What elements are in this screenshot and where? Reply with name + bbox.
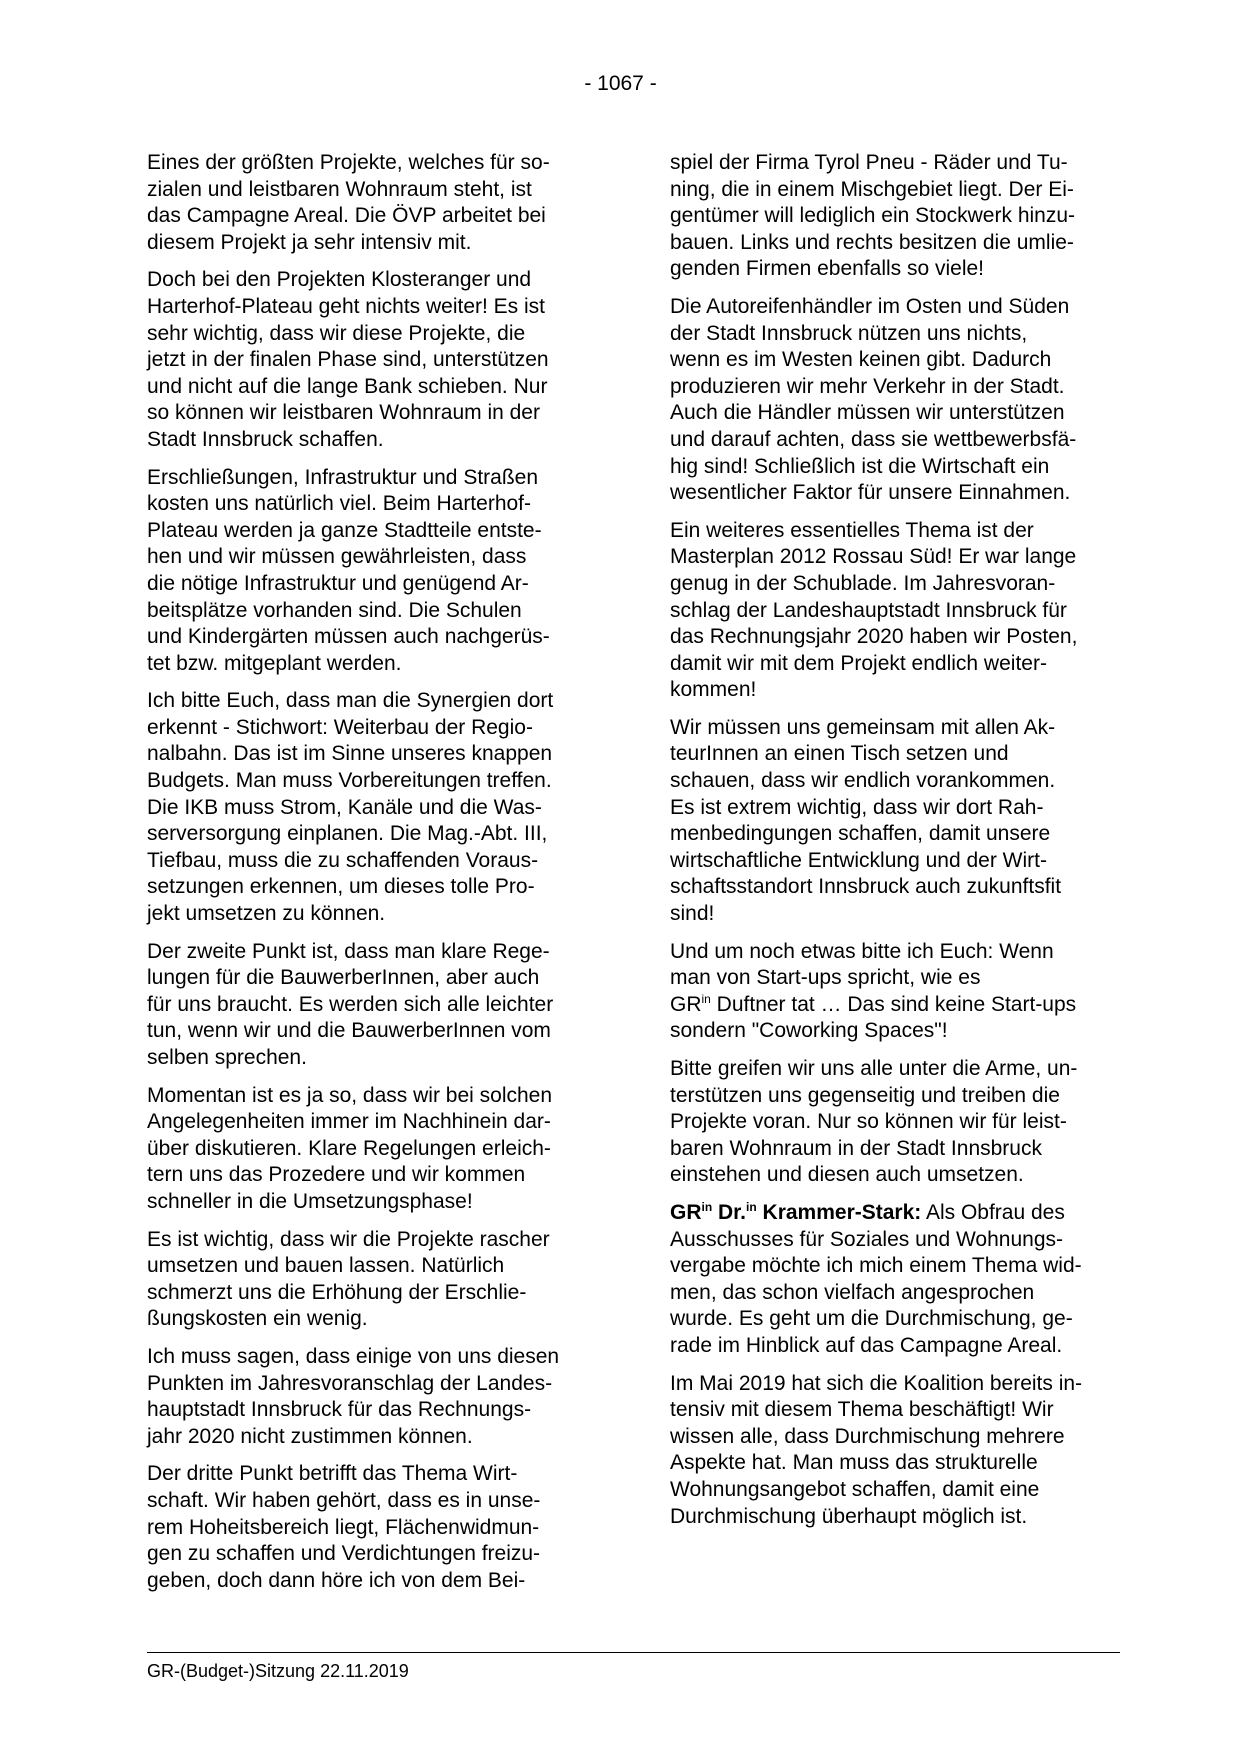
text-line: tern uns das Prozedere und wir kommen [147, 1163, 526, 1187]
speaker-paragraph [670, 1200, 1130, 1360]
text-line: jekt umsetzen zu können. [147, 902, 386, 926]
footer-session-label: GR-(Budget-)Sitzung 22.11.2019 [147, 1661, 409, 1681]
text-line: tet bzw. mitgeplant werden. [147, 651, 402, 675]
text-line: Der dritte Punkt betrifft das Thema Wirt- [147, 1462, 518, 1486]
text-line: schlag der Landeshauptstadt Innsbruck für [670, 598, 1067, 622]
text-line: Momentan ist es ja so, dass wir bei solchen [147, 1083, 553, 1107]
text-line: schauen, dass wir endlich vorankommen. [670, 769, 1056, 793]
text-line: der Stadt Innsbruck nützen uns nichts, [670, 321, 1028, 345]
text-line: einstehen und diesen auch umsetzen. [670, 1163, 1024, 1187]
speaker-surname: Krammer-Stark: [756, 1200, 922, 1224]
text-line: Und um noch etwas bitte ich Euch: Wenn [670, 939, 1054, 963]
text-line: Als Obfrau des [921, 1200, 1065, 1224]
paragraph [147, 1461, 602, 1594]
text-line: wesentlicher Faktor für unsere Einnahmen. [670, 481, 1071, 505]
speaker-lines [670, 1228, 1082, 1357]
text-line: sondern "Coworking Spaces"! [670, 1019, 948, 1043]
paragraph [670, 715, 1130, 928]
text-line: Aspekte hat. Man muss das strukturelle [670, 1451, 1038, 1475]
text-line: Masterplan 2012 Rossau Süd! Er war lange [670, 545, 1077, 569]
text-line: die nötige Infrastruktur und genügend Ar- [147, 571, 529, 595]
text-line: Plateau werden ja ganze Stadtteile entste- [147, 518, 542, 542]
speaker-degree: Dr. [712, 1200, 747, 1224]
text-line: Auch die Händler müssen wir unterstützen [670, 401, 1065, 425]
text-line: Ein weiteres essentielles Thema ist der [670, 518, 1034, 542]
text-line: man von Start-ups spricht, wie es [670, 966, 981, 990]
text-line: rade im Hinblick auf das Campagne Areal. [670, 1333, 1063, 1357]
text-line: gen zu schaffen und Verdichtungen freizu- [147, 1542, 541, 1566]
text-line: gentümer will lediglich ein Stockwerk hinzu- [670, 204, 1076, 228]
text-line: und Kindergärten müssen auch nachgerüs- [147, 625, 550, 649]
text-line: umsetzen und bauen lassen. Natürlich [147, 1254, 505, 1278]
text-line: tun, wenn wir und die BauwerberInnen vom [147, 1019, 551, 1043]
paragraph [670, 294, 1130, 507]
text-line: zialen und leistbaren Wohnraum steht, ist [147, 177, 532, 201]
text-line: Ausschusses für Soziales und Wohnungs- [670, 1227, 1063, 1251]
text-line: genden Firmen ebenfalls so viele! [670, 257, 985, 281]
text-line: produzieren wir mehr Verkehr in der Stadt. [670, 374, 1065, 398]
paragraph [670, 1056, 1130, 1189]
text-line: wurde. Es geht um die Durchmischung, ge- [670, 1307, 1073, 1331]
text-line: ßungskosten ein wenig. [147, 1307, 368, 1331]
text-line: schaftsstandort Innsbruck auch zukunftsfit [670, 875, 1062, 899]
text-line: Budgets. Man muss Vorbereitungen treffen. [147, 769, 552, 793]
text-line: wissen alle, dass Durchmischung mehrere [670, 1424, 1065, 1448]
text-line: vergabe möchte ich mich einem Thema wid- [670, 1254, 1082, 1278]
text-line: Erschließungen, Infrastruktur und Straßen [147, 465, 539, 489]
paragraph [147, 1083, 602, 1216]
text-line: Duftner tat … Das sind keine Start-ups [710, 992, 1077, 1016]
gr-abbrev: GR [670, 992, 702, 1016]
text-line: und darauf achten, dass sie wettbewerbsfä- [670, 427, 1077, 451]
text-line: beitsplätze vorhanden sind. Die Schulen [147, 598, 522, 622]
paragraph [670, 518, 1130, 704]
text-line: lungen für die BauwerberInnen, aber auch [147, 966, 540, 990]
text-line: selben sprechen. [147, 1046, 307, 1069]
arms-paragraph-slot [670, 1056, 1130, 1189]
text-line: über diskutieren. Klare Regelungen erleich- [147, 1136, 551, 1160]
text-line: Die IKB muss Strom, Kanäle und die Was- [147, 795, 542, 819]
text-line: Die Autoreifenhändler im Osten und Süden [670, 294, 1070, 318]
text-line: Es ist extrem wichtig, dass wir dort Rah- [670, 795, 1044, 819]
text-line: setzungen erkennen, um dieses tolle Pro- [147, 875, 535, 899]
text-line: sehr wichtig, dass wir diese Projekte, die [147, 321, 526, 345]
text-line: so können wir leistbaren Wohnraum in der [147, 401, 540, 425]
text-line: Es ist wichtig, dass wir die Projekte rascher [147, 1227, 550, 1251]
text-line: men, das schon vielfach angesprochen [670, 1280, 1035, 1304]
text-line: diesem Projekt ja sehr intensiv mit. [147, 230, 472, 254]
paragraph [147, 939, 602, 1072]
paragraph [670, 1371, 1130, 1531]
text-line: hauptstadt Innsbruck für das Rechnungs- [147, 1398, 532, 1422]
left-column [147, 150, 602, 1605]
text-line: Projekte voran. Nur so können wir für leist- [670, 1110, 1067, 1134]
text-line: terstützen uns gegenseitig und treiben die [670, 1083, 1060, 1107]
text-line: Angelegenheiten immer im Nachhinein dar- [147, 1110, 551, 1134]
text-line: Wohnungsangebot schaffen, damit eine [670, 1477, 1040, 1501]
text-line: für uns braucht. Es werden sich alle leichter [147, 992, 554, 1016]
paragraph [147, 688, 602, 927]
text-line: damit wir mit dem Projekt endlich weiter- [670, 651, 1047, 675]
text-line: hig sind! Schließlich ist die Wirtschaft ein [670, 454, 1050, 478]
text-line: Wir müssen uns gemeinsam mit allen Ak- [670, 715, 1056, 739]
text-line: Eines der größten Projekte, welches für so- [147, 151, 550, 174]
paragraph [147, 465, 602, 678]
text-line: Bitte greifen wir uns alle unter die Arme, un- [670, 1057, 1078, 1080]
paragraph [147, 1344, 602, 1450]
text-line: jetzt in der finalen Phase sind, unterstützen [147, 348, 549, 372]
text-line: wirtschaftliche Entwicklung und der Wirt- [670, 848, 1047, 872]
paragraph [147, 267, 602, 453]
text-line: spiel der Firma Tyrol Pneu - Räder und Tu- [670, 151, 1068, 174]
speaker-title: GR [670, 1200, 702, 1224]
paragraph [147, 1227, 602, 1333]
paragraph [670, 150, 1130, 283]
text-line: wenn es im Westen keinen gibt. Dadurch [670, 348, 1052, 372]
text-line: und nicht auf die lange Bank schieben. Nur [147, 374, 548, 398]
text-line: Punkten im Jahresvoranschlag der Landes- [147, 1371, 553, 1395]
text-line: Harterhof-Plateau geht nichts weiter! Es ist [147, 294, 546, 318]
right-column [670, 150, 1130, 1541]
text-line: menbedingungen schaffen, damit unsere [670, 822, 1051, 846]
text-line: genug in der Schublade. Im Jahresvoran- [670, 571, 1056, 595]
text-line: Stadt Innsbruck schaffen. [147, 427, 384, 451]
speaker-degree-suffix: in [746, 1199, 757, 1214]
text-line: Durchmischung überhaupt möglich ist. [670, 1504, 1028, 1528]
text-line: bauen. Links und rechts besitzen die umlie- [670, 230, 1074, 254]
text-line: nalbahn. Das ist im Sinne unseres knappen [147, 742, 553, 766]
text-line: serversorgung einplanen. Die Mag.-Abt. III, [147, 822, 548, 846]
text-line: hen und wir müssen gewährleisten, dass [147, 545, 527, 569]
speaker-name [670, 1201, 921, 1224]
text-line: geben, doch dann höre ich von dem Bei- [147, 1568, 526, 1592]
text-line: erkennt - Stichwort: Weiterbau der Regio- [147, 715, 533, 739]
text-line: das Rechnungsjahr 2020 haben wir Posten, [670, 625, 1078, 649]
text-line: baren Wohnraum in der Stadt Innsbruck [670, 1136, 1042, 1160]
text-line: schneller in die Umsetzungsphase! [147, 1189, 473, 1213]
right-paragraphs [670, 150, 1130, 928]
text-line: das Campagne Areal. Die ÖVP arbeitet bei [147, 204, 546, 228]
text-line: Ich muss sagen, dass einige von uns diesen [147, 1344, 560, 1368]
text-line: kosten uns natürlich viel. Beim Harterhof- [147, 492, 531, 516]
paragraph [147, 150, 602, 256]
text-line: Tiefbau, muss die zu schaffenden Voraus- [147, 848, 539, 872]
startups-paragraph [670, 939, 1130, 1045]
text-line: Doch bei den Projekten Klosteranger und [147, 268, 532, 292]
text-line: Im Mai 2019 hat sich die Koalition bereits in- [670, 1371, 1083, 1395]
text-line: schaft. Wir haben gehört, dass es in unse- [147, 1488, 541, 1512]
text-line: sind! [670, 902, 715, 926]
text-line: teurInnen an einen Tisch setzen und [670, 742, 1009, 766]
text-line: jahr 2020 nicht zustimmen können. [147, 1424, 473, 1448]
text-line: ning, die in einem Mischgebiet liegt. Der Ei- [670, 177, 1074, 201]
footer-divider [147, 1652, 1120, 1653]
text-line: tensiv mit diesem Thema beschäftigt! Wir [670, 1398, 1054, 1422]
text-line: schmerzt uns die Erhöhung der Erschlie- [147, 1280, 527, 1304]
gr-suffix: in [701, 991, 711, 1006]
text-line: rem Hoheitsbereich liegt, Flächenwidmun- [147, 1515, 540, 1539]
speaker-title-suffix: in [701, 1199, 713, 1214]
final-paragraph-slot [670, 1371, 1130, 1531]
text-line: Der zweite Punkt ist, dass man klare Rege- [147, 939, 550, 963]
text-line: kommen! [670, 678, 757, 702]
text-line: Ich bitte Euch, dass man die Synergien dort [147, 689, 554, 713]
page-number: - 1067 - [584, 72, 657, 95]
